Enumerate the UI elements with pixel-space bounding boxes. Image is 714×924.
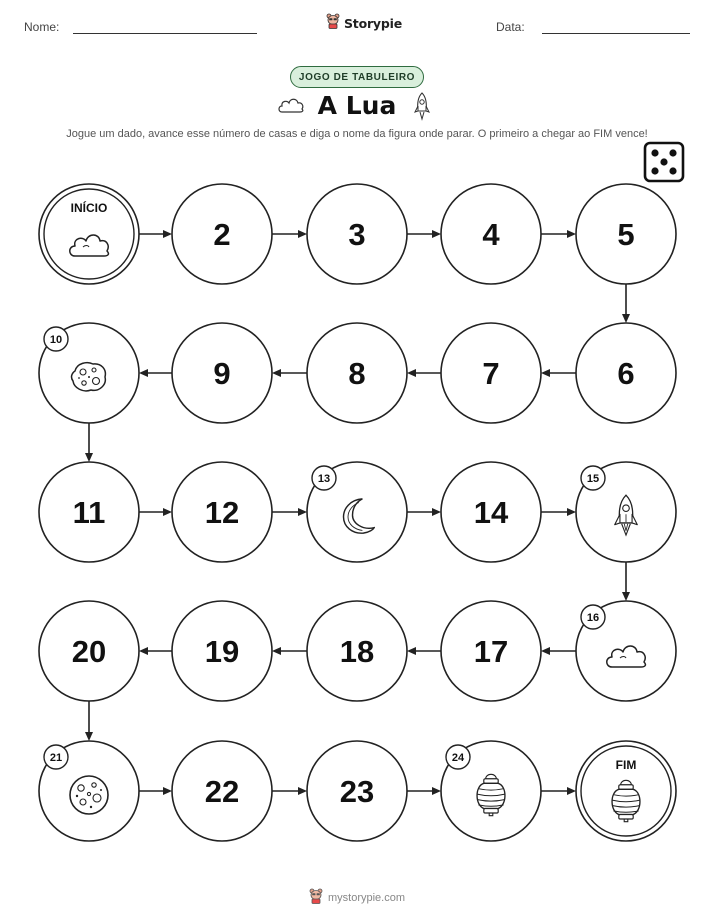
space-number: 9 — [213, 356, 231, 391]
board-space-13 — [307, 462, 407, 562]
space-number: 12 — [204, 495, 240, 530]
board-space-9 — [172, 323, 272, 423]
space-number: 6 — [617, 356, 635, 391]
space-number: 4 — [482, 217, 500, 252]
logo-text: Storypie — [344, 16, 402, 31]
path-arrow — [407, 369, 441, 377]
board-space-25 — [576, 741, 676, 841]
path-arrow — [139, 230, 172, 238]
board-space-10 — [39, 323, 139, 423]
space-number-badge: 13 — [317, 473, 331, 485]
space-number: 20 — [71, 634, 107, 669]
space-number: 19 — [204, 634, 240, 669]
path-arrow — [272, 787, 307, 795]
board-space-19 — [172, 601, 272, 701]
storypie-bear-icon — [309, 888, 323, 907]
path-arrow — [407, 230, 441, 238]
space-number-badge: 21 — [49, 752, 63, 764]
space-number: 22 — [204, 774, 240, 809]
path-arrow — [407, 508, 441, 516]
board-space-20 — [39, 601, 139, 701]
board-space-18 — [307, 601, 407, 701]
space-number: 8 — [348, 356, 366, 391]
board-cells — [39, 184, 676, 841]
space-number: 11 — [72, 495, 106, 530]
board-space-17 — [441, 601, 541, 701]
path-arrow — [407, 647, 441, 655]
date-label: Data: — [496, 20, 525, 34]
path-arrow — [541, 787, 576, 795]
board-space-3 — [307, 184, 407, 284]
full-moon-icon — [70, 776, 108, 814]
space-number: 17 — [473, 634, 509, 669]
finish-label: FIM — [615, 758, 637, 772]
path-arrow — [139, 369, 172, 377]
space-number: 2 — [213, 217, 231, 252]
board-space-7 — [441, 323, 541, 423]
path-arrow — [139, 647, 172, 655]
footer-url: mystorypie.com — [327, 891, 406, 904]
path-arrow — [541, 508, 576, 516]
name-label: Nome: — [24, 20, 60, 34]
path-arrow — [272, 647, 307, 655]
game-type-badge: JOGO DE TABULEIRO — [290, 66, 424, 88]
path-arrow — [541, 369, 576, 377]
space-number: 5 — [617, 217, 635, 252]
board-space-16 — [576, 601, 676, 701]
board-space-2 — [172, 184, 272, 284]
board-space-24 — [441, 741, 541, 841]
board-space-11 — [39, 462, 139, 562]
path-arrow — [139, 787, 172, 795]
instructions: Jogue um dado, avance esse número de casas e diga o nome da figura onde parar. O primeiro a chegar ao FIM vence! — [66, 128, 648, 140]
path-arrow — [407, 787, 441, 795]
board-space-22 — [172, 741, 272, 841]
path-arrow — [541, 230, 576, 238]
page-title: A Lua — [317, 91, 397, 120]
path-arrow — [622, 562, 630, 601]
board-space-5 — [576, 184, 676, 284]
path-arrow — [272, 230, 307, 238]
footer — [0, 888, 714, 907]
board-space-6 — [576, 323, 676, 423]
space-number-badge: 10 — [49, 334, 63, 346]
space-number-badge: 24 — [451, 752, 465, 764]
board-space-8 — [307, 323, 407, 423]
board-space-4 — [441, 184, 541, 284]
space-number: 18 — [339, 634, 375, 669]
path-arrow — [541, 647, 576, 655]
board-space-21 — [39, 741, 139, 841]
space-number-badge: 15 — [586, 473, 600, 485]
board-space-23 — [307, 741, 407, 841]
space-number: 7 — [482, 356, 500, 391]
space-number: 3 — [348, 217, 366, 252]
start-label: INÍCIO — [70, 201, 108, 215]
path-arrow — [622, 284, 630, 323]
path-arrow — [272, 508, 307, 516]
path-arrow — [85, 701, 93, 741]
path-arrow — [139, 508, 172, 516]
space-number: 23 — [339, 774, 375, 809]
space-number: 14 — [473, 495, 509, 530]
board-space-15 — [576, 462, 676, 562]
asteroid-icon — [72, 363, 106, 391]
space-number-badge: 16 — [586, 612, 600, 624]
board-space-1 — [39, 184, 139, 284]
board-space-14 — [441, 462, 541, 562]
path-arrow — [85, 423, 93, 462]
board-space-12 — [172, 462, 272, 562]
path-arrow — [272, 369, 307, 377]
